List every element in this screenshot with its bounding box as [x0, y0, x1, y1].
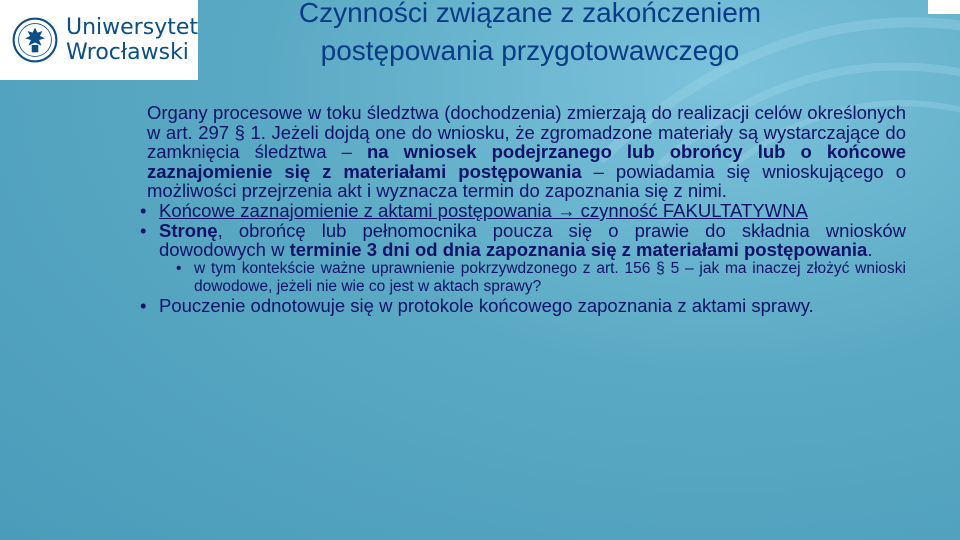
logo-line-1: Uniwersytet — [66, 15, 198, 40]
slide-title — [200, 0, 860, 70]
bullet-item-3 — [136, 296, 906, 316]
slide-content — [136, 103, 906, 315]
university-seal-icon — [12, 12, 58, 68]
bullet-2-text-1: , obrońcę lub pełnomocnika poucza się o prawie do składnia wniosków dowodowych w — [159, 219, 906, 261]
sub-bullet-marker: • — [176, 259, 182, 277]
intro-bold: na wniosek podejrzanego lub obrońcy lub o końcowe zaznajomienie się z materiałami postępowania — [147, 141, 906, 182]
bullet-2-bold-2: terminie 3 dni od dnia zapoznania się z materiałami postępowania — [289, 239, 868, 261]
sub-bullet-text: w tym kontekście ważne uprawnienie pokrzywdzonego z art. 156 § 5 – jak ma inaczej złożyć wnioski dowodowe, jeżeli nie wie co jest w aktach sprawy? — [194, 259, 906, 295]
logo-line-2: Wrocławski — [66, 40, 189, 65]
intro-paragraph — [136, 103, 906, 201]
bullet-2-text-2: . — [867, 239, 873, 261]
bullet-3-text: Pouczenie odnotowuje się w protokole końcowego zapoznania z aktami sprawy. — [159, 294, 814, 316]
bullet-marker: • — [140, 219, 147, 241]
title-line-1: Czynności związane z zakończeniem — [298, 0, 762, 28]
bullet-2-bold-1: Stronę — [159, 219, 218, 241]
arrow-icon: → — [556, 199, 576, 221]
university-logo — [0, 0, 198, 80]
sub-bullet-item — [136, 260, 906, 296]
bullet-item-1 — [136, 201, 906, 221]
intro-text-1: Organy procesowe w toku śledztwa (dochodzenia) zmierzają do realizacji celów określonych w art. 297 § 1. Jeżeli dojdą one do wniosku, że zgromadzone materiały są wystarczające do zamknięcia śledztwa – — [147, 102, 906, 163]
corner-block — [928, 0, 960, 14]
bullet-marker: • — [140, 199, 147, 221]
intro-text-2: – powiadamia się wnioskującego o możliwości przejrzenia akt i wyznacza termin do zapoznania się z nimi. — [147, 160, 906, 202]
title-line-2: postępowania przygotowawczego — [320, 35, 740, 66]
bullet-marker: • — [140, 294, 147, 316]
bullet-1-underlined: Końcowe zaznajomienie z aktami postępowania → czynność FAKULTATYWNA — [159, 199, 808, 221]
bullet-item-2 — [136, 221, 906, 260]
